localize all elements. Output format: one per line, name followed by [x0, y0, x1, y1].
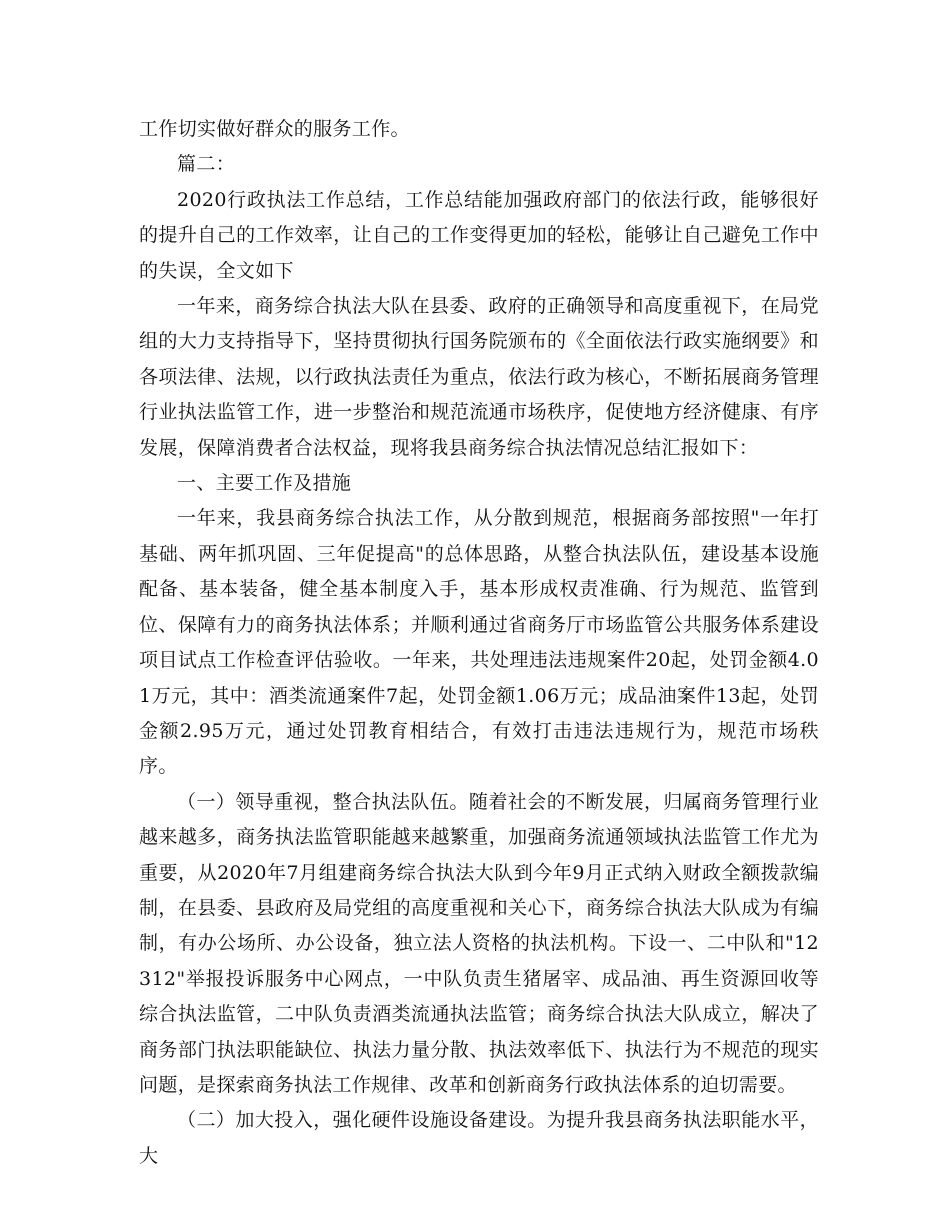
paragraph-intro: 2020行政执法工作总结，工作总结能加强政府部门的依法行政，能够很好的提升自己的工作效率，让自己的工作变得更加的轻松，能够让自己避免工作中的失误，全文如下	[139, 188, 819, 282]
paragraph-leadership: （一）领导重视，整合执法队伍。随着社会的不断发展，归属商务管理行业越来越多，商务执法监管职能越来越繁重，加强商务流通领域执法监管工作尤为重要，从2020年7月组建商务综合执法大队到今年9月正式纳入财政全额拨款编制，在县委、县政府及局党组的高度重视和关心下，商务综合执法大队成为有编制，有办公场所、办公设备，独立法人资格的执法机构。下设一、二中队和"12312"举报投诉服务中心网点，一中队负责生猪屠宰、成品油、再生资源回收等综合执法监管，二中队负责酒类流通执法监管；商务综合执法大队成立，解决了商务部门执法职能缺位、执法力量分散、执法效率低下、执法行为不规范的现实问题，是探索商务执法工作规律、改革和创新商务行政执法体系的迫切需要。	[139, 790, 819, 1096]
section-heading-main-work: 一、主要工作及措施	[177, 472, 352, 495]
document-body	[139, 112, 819, 1174]
paragraph-investment: （二）加大投入，强化硬件设施设备建设。为提升我县商务执法职能水平，大	[139, 1109, 819, 1167]
paragraph-work-summary: 一年来，我县商务综合执法工作，从分散到规范，根据商务部按照"一年打基础、两年抓巩固、三年促提高"的总体思路，从整合执法队伍，建设基本设施配备、基本装备，健全基本制度入手，基本形成权责准确、行为规范、监管到位、保障有力的商务执法体系；并顺利通过省商务厅市场监管公共服务体系建设项目试点工作检查评估验收。一年来，共处理违法违规案件20起，处罚金额4.01万元，其中：酒类流通案件7起，处罚金额1.06万元；成品油案件13起，处罚金额2.95万元，通过处罚教育相结合，有效打击违法违规行为，规范市场秩序。	[139, 507, 819, 778]
paragraph-continuation: 工作切实做好群众的服务工作。	[139, 118, 410, 140]
paragraph-overview: 一年来，商务综合执法大队在县委、政府的正确领导和高度重视下，在局党组的大力支持指导下，坚持贯彻执行国务院颁布的《全面依法行政实施纲要》和各项法律、法规，以行政执法责任为重点，依法行政为核心，不断拓展商务管理行业执法监管工作，进一步整治和规范流通市场秩序，促使地方经济健康、有序发展，保障消费者合法权益，现将我县商务综合执法情况总结汇报如下：	[139, 295, 819, 459]
section-heading-part-two: 篇二：	[177, 153, 236, 176]
